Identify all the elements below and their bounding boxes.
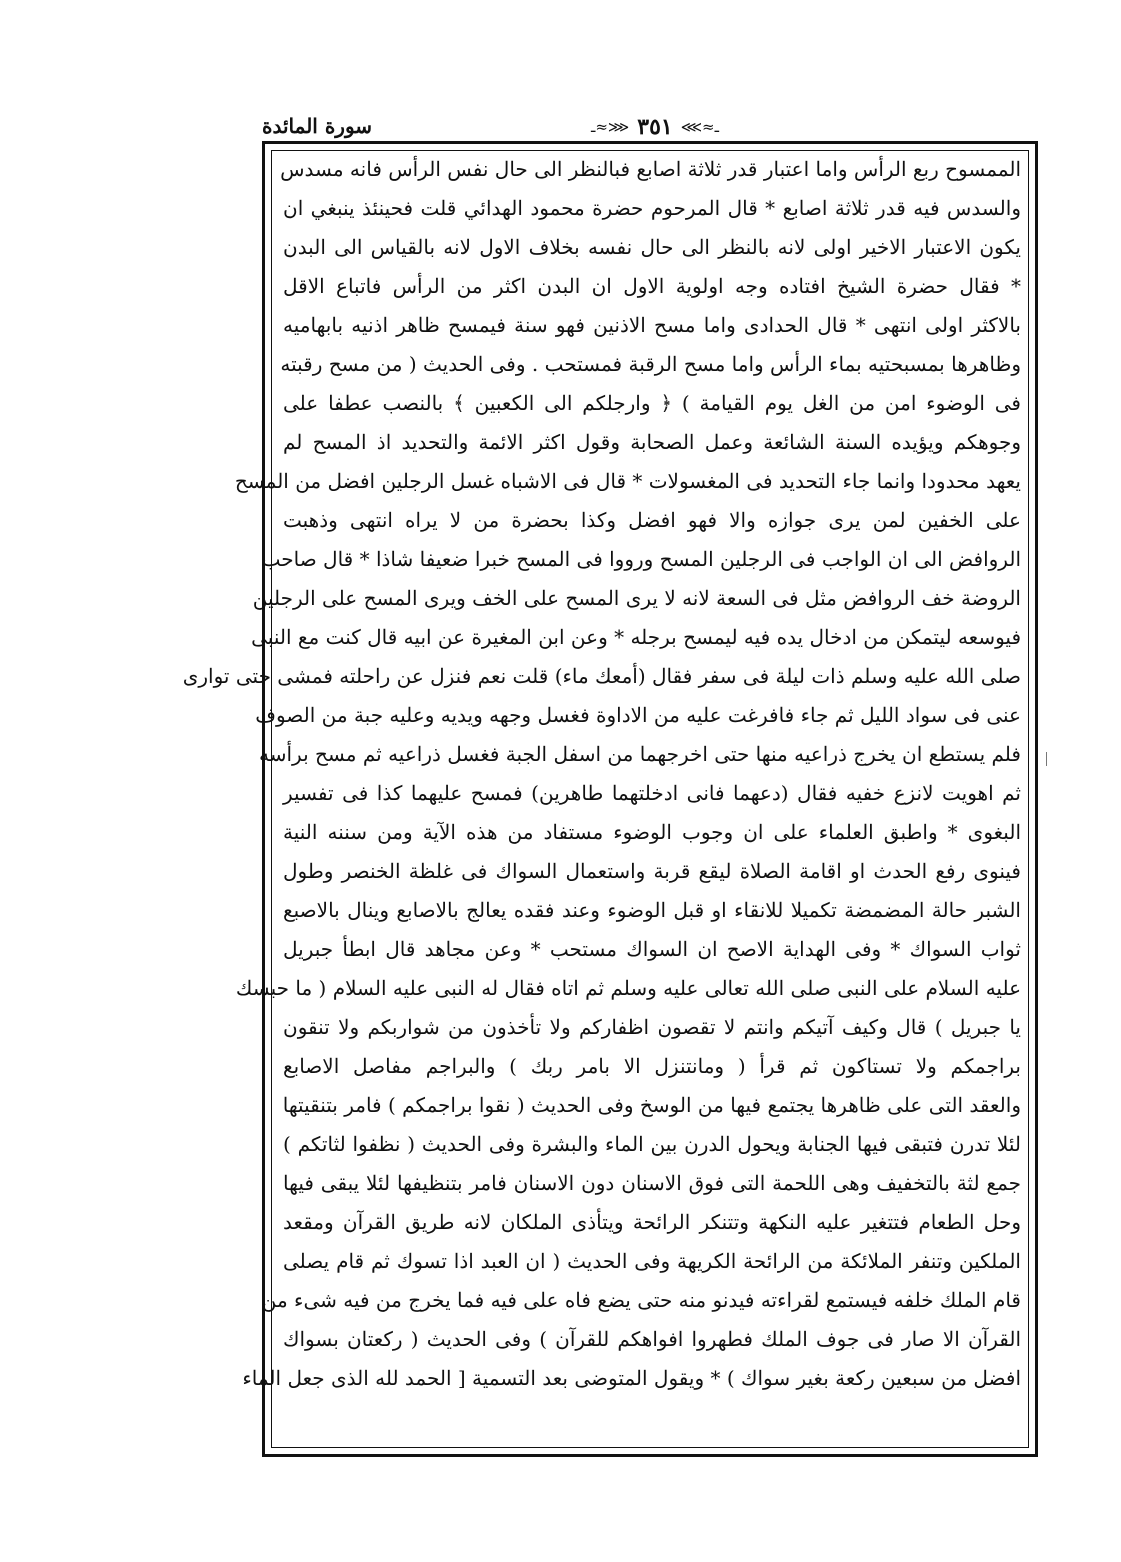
text-line: وظاهرها بمسبحتيه بماء الرأس واما مسح الرقبة فمستحب . وفى الحديث ( من مسح رقبته (280, 352, 1021, 376)
text-line: فيوسعه ليتمكن من ادخال يده فيه ليمسح برجله * وعن ابن المغيرة عن ابيه قال كنت مع النبى (251, 625, 1021, 649)
text-line: والسدس فيه قدر ثلاثة اصابع * قال المرحوم حضرة محمود الهدائي قلت فحينئذ ينبغي ان (283, 196, 1021, 220)
text-line: افضل من سبعين ركعة بغير سواك ) * ويقول المتوضى بعد التسمية [ الحمد لله الذى جعل الماء (242, 1366, 1021, 1390)
text-line: بالاكثر اولى انتهى * قال الحدادى واما مسح الاذنين فهو سنة فيمسح ظاهر اذنيه بابهاميه (283, 313, 1021, 337)
text-line: الممسوح ربع الرأس واما اعتبار قدر ثلاثة اصابع فبالنظر الى حال نفس الرأس فانه مسدس (280, 157, 1021, 181)
text-line: براجمكم ولا تستاكون ثم قرأ ( ومانتنزل الا بامر ربك ) والبراجم مفاصل الاصابع (283, 1054, 1021, 1078)
text-line: قام الملك خلفه فيستمع لقراءته فيدنو منه حتى يضع فاه على فيه فما يخرج من فيه شىء من (261, 1288, 1021, 1312)
margin-mark (1046, 752, 1047, 766)
page-number-block (580, 112, 730, 142)
text-line: الروافض الى ان الواجب فى الرجلين المسح ورووا فى المسح خبرا ضعيفا شاذا * قال صاحب (261, 547, 1021, 571)
text-line: والعقد التى على ظاهرها يجتمع فيها من الوسخ وفى الحديث ( نقوا براجمكم ) فامر بتنقيتها (282, 1093, 1021, 1117)
text-line: الملكين وتنفر الملائكة من الرائحة الكريهة وفى الحديث ( ان العبد اذا تسوك ثم قام يصلى (283, 1249, 1021, 1273)
text-line: ثواب السواك * وفى الهداية الاصح ان السواك مستحب * وعن مجاهد قال ابطأ جبريل (283, 937, 1021, 961)
text-line: يعهد محدودا وانما جاء التحديد فى المغسولات * قال فى الاشباه غسل الرجلين افضل من المسح (234, 469, 1021, 493)
text-line: عليه السلام على النبى صلى الله تعالى عليه وسلم ثم اتاه فقال له النبى عليه السلام ( ما حبسك (235, 976, 1021, 1000)
body-text (182, 150, 1021, 1440)
text-line: فينوى رفع الحدث او اقامة الصلاة ليقع قربة واستعمال السواك فى غلظة الخنصر وطول (283, 859, 1021, 883)
text-line: عنى فى سواد الليل ثم جاء فافرغت عليه من الاداوة فغسل وجهه ويديه وعليه جبة من الصوف (255, 703, 1021, 727)
ornament-right: ⋘≈ـ (680, 118, 720, 136)
text-line: ثم اهويت لانزع خفيه فقال (دعهما فانى ادخلتهما طاهرين) فمسح عليهما كذا فى تفسير (283, 781, 1021, 805)
text-line: فلم يستطع ان يخرج ذراعيه منها حتى اخرجهما من اسفل الجبة فغسل ذراعيه ثم مسح برأسه (259, 742, 1021, 766)
text-line: على الخفين لمن يرى جوازه والا فهو افضل وكذا بحضرة من لا يراه انتهى وذهبت (283, 508, 1021, 532)
ornament-left: ـ≈⋙ (590, 118, 630, 136)
text-line: صلى الله عليه وسلم ذات ليلة فى سفر فقال (أمعك ماء) قلت نعم فنزل عن راحلته فمشى حتى توارى (182, 664, 1021, 688)
text-line: وحل الطعام فتتغير عليه النكهة وتتنكر الرائحة ويتأذى الملكان لانه طريق القرآن ومقعد (283, 1210, 1021, 1234)
text-line: يكون الاعتبار الاخير اولى لانه بالنظر الى حال نفسه بخلاف الاول لانه بالقياس الى البدن (283, 235, 1021, 259)
text-line: لئلا تدرن فتبقى فيها الجنابة ويحول الدرن بين الماء والبشرة وفى الحديث ( نظفوا لثاتكم ) (283, 1132, 1021, 1156)
text-line: وجوهكم ويؤيده السنة الشائعة وعمل الصحابة وقول اكثر الائمة والتحديد اذ المسح لم (283, 430, 1021, 454)
text-line: * فقال حضرة الشيخ افتاده وجه اولوية الاول ان البدن اكثر من الرأس فاتباع الاقل (283, 274, 1021, 298)
text-line: البغوى * واطبق العلماء على ان وجوب الوضوء مستفاد من هذه الآية ومن سننه النية (283, 820, 1021, 844)
text-line: القرآن الا صار فى جوف الملك فطهروا افواهكم للقرآن ) وفى الحديث ( ركعتان بسواك (283, 1327, 1021, 1351)
text-line: الشبر حالة المضمضة تكميلا للانقاء او قبل الوضوء وعند فقده يعالج بالاصابع وينال بالاصبع (283, 898, 1021, 922)
text-line: جمع لثة بالتخفيف وهى اللحمة التى فوق الاسنان دون الاسنان فامر بتنظيفها لئلا يبقى فيها (283, 1171, 1021, 1195)
page-number: ٣٥١ (637, 114, 673, 140)
page-header (262, 112, 1038, 142)
surah-title: سورة المائدة (262, 114, 373, 138)
text-line: يا جبريل ) قال وكيف آتيكم وانتم لا تقصون اظفاركم ولا تأخذون من شواربكم ولا تنقون (283, 1015, 1021, 1039)
text-line: الروضة خف الروافض مثل فى السعة لانه لا يرى المسح على الخف ويرى المسح على الرجلين (252, 586, 1021, 610)
text-line: فى الوضوء امن من الغل يوم القيامة ) ﴿ وارجلكم الى الكعبين ﴾ بالنصب عطفا على (283, 391, 1021, 415)
